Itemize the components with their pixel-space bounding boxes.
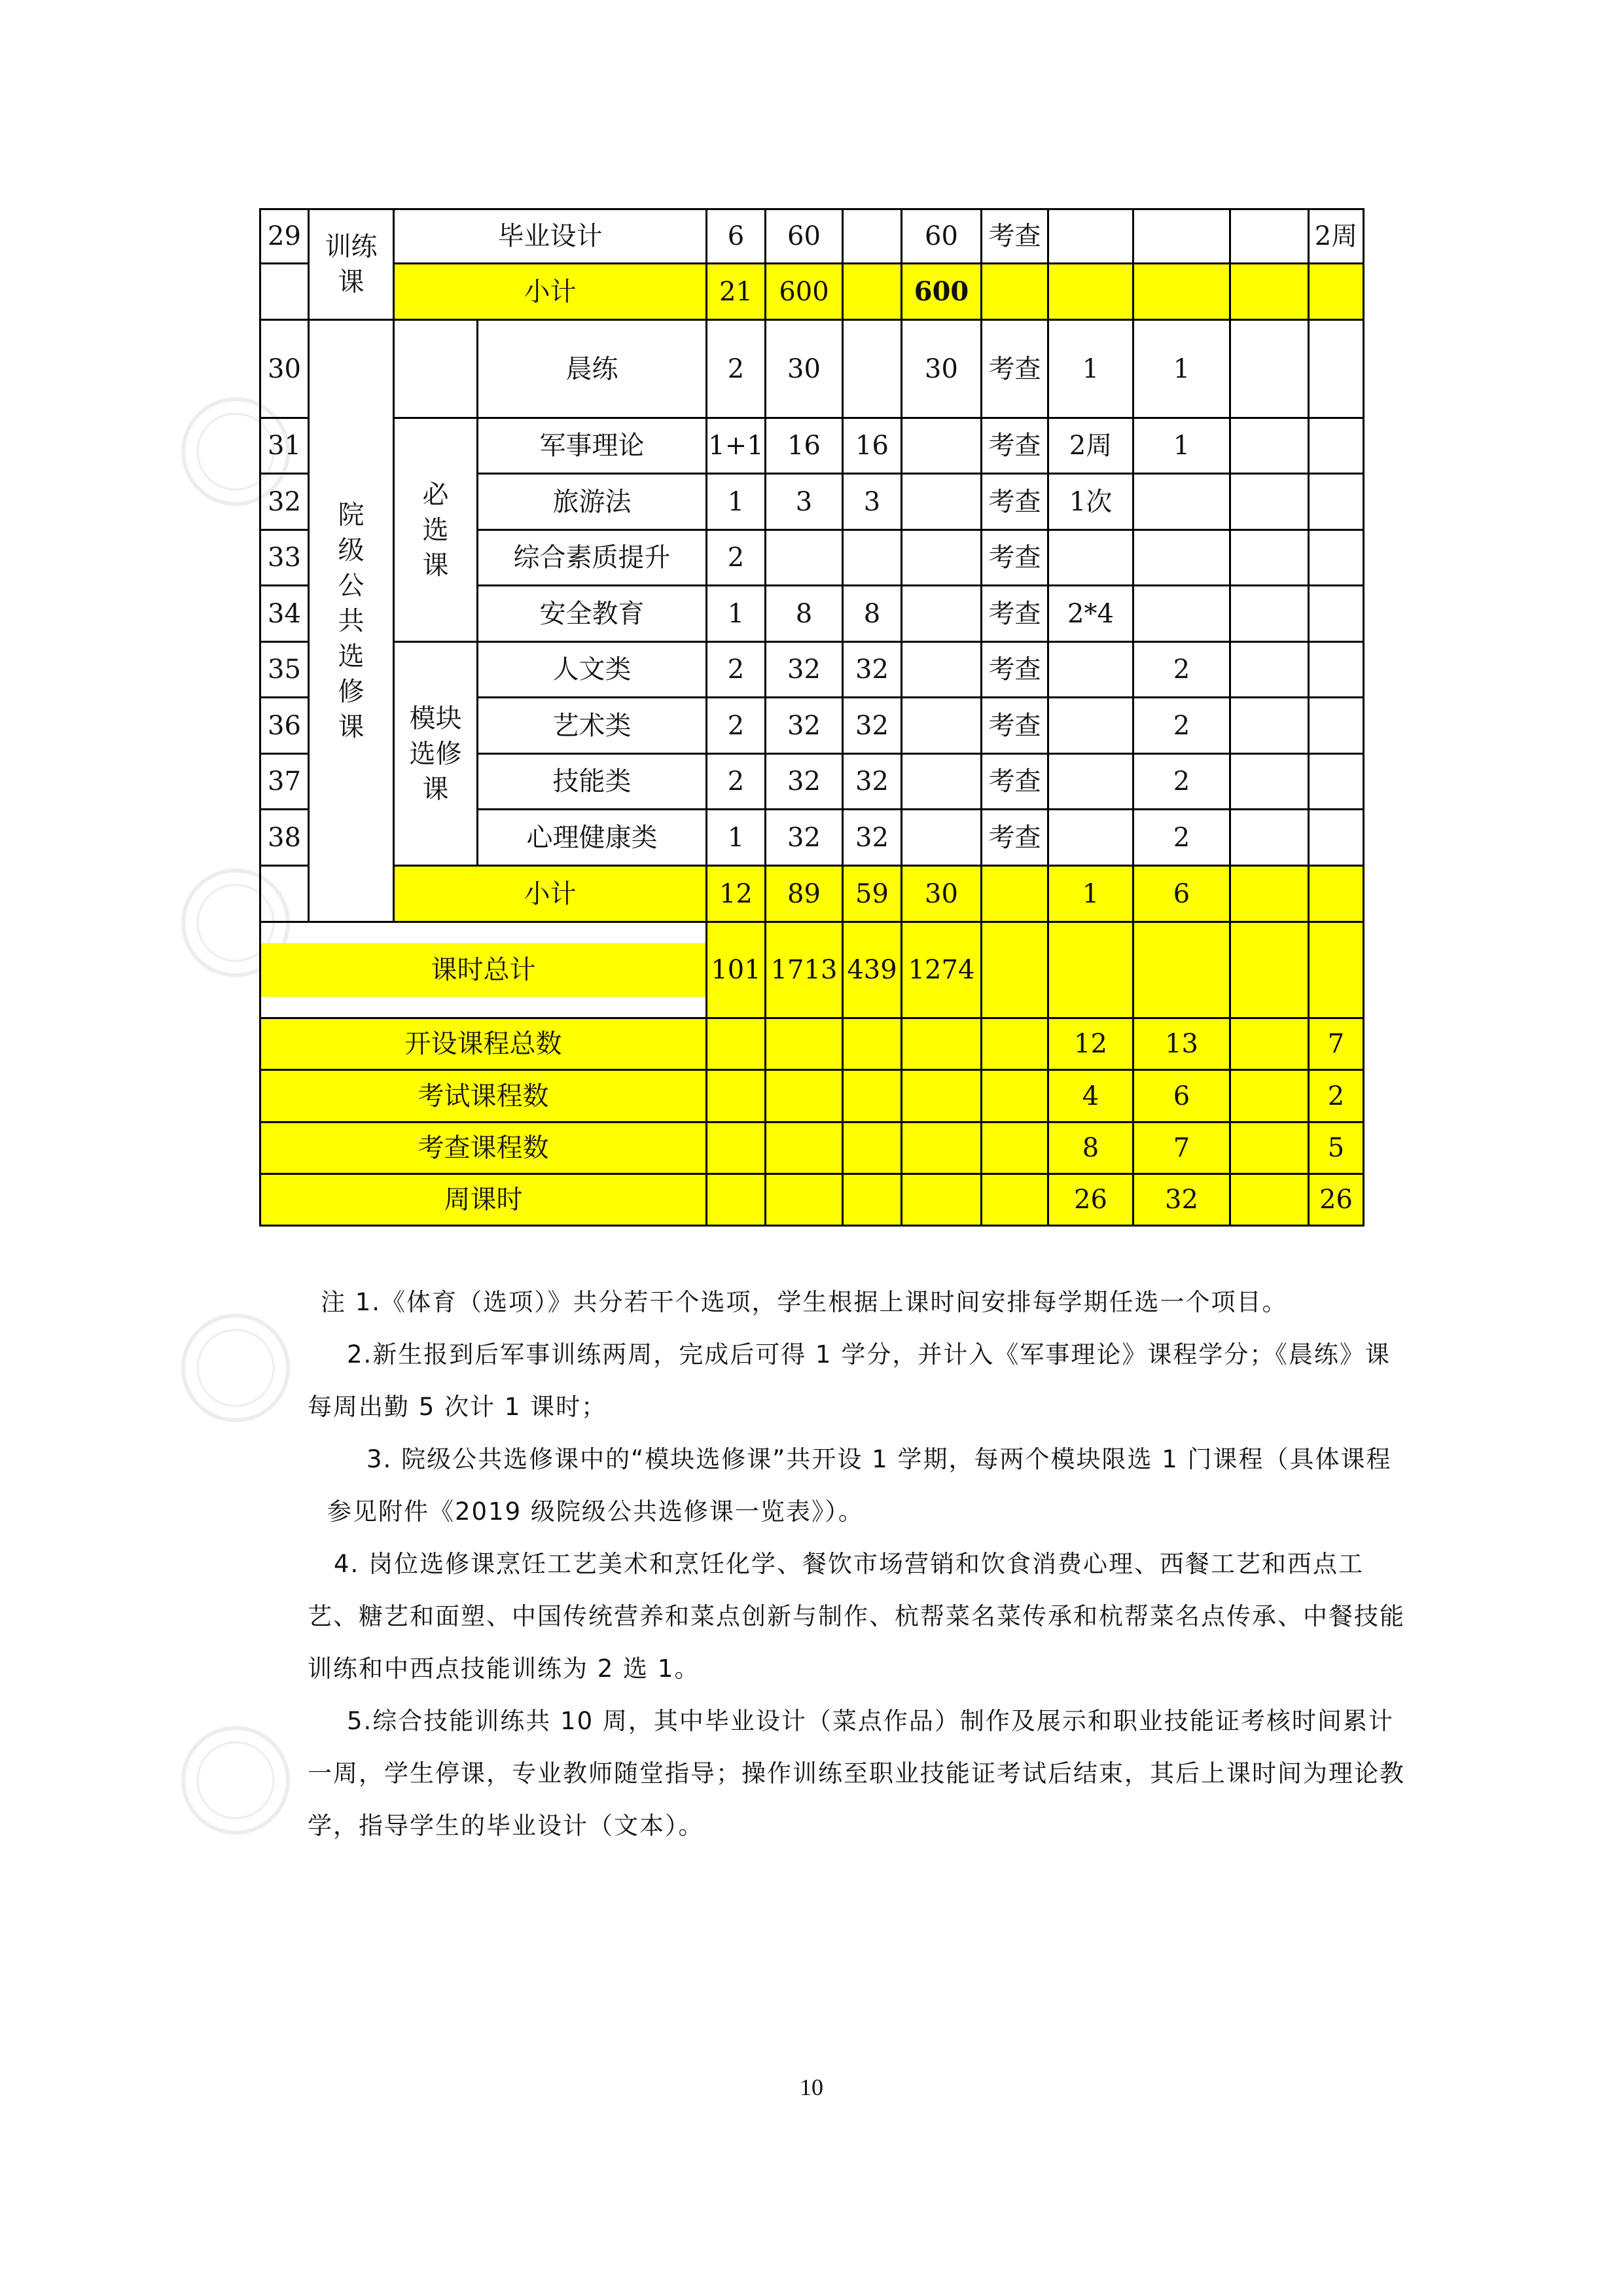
credit-cell: 2 xyxy=(707,642,766,698)
semester-4-cell xyxy=(1309,418,1364,474)
semester-1-cell xyxy=(1048,264,1133,320)
hours-cell: 32 xyxy=(766,754,843,810)
row-number: 38 xyxy=(260,810,309,866)
assess-cell: 考查 xyxy=(982,754,1048,810)
semester-1-cell xyxy=(1048,698,1133,754)
course-name: 心理健康类 xyxy=(478,810,707,866)
credit-cell xyxy=(707,1174,766,1226)
semester-1-cell xyxy=(1048,209,1133,264)
semester-2-cell xyxy=(1133,209,1230,264)
row-number: 30 xyxy=(260,320,309,418)
note-1: 注 1.《体育（选项）》共分若干个选项，学生根据上课时间安排每学期任选一个项目。 xyxy=(321,1288,1288,1316)
row-number: 29 xyxy=(260,209,309,264)
course-name: 综合素质提升 xyxy=(478,530,707,586)
row-number xyxy=(260,866,309,922)
summary-row xyxy=(260,1018,1364,1070)
note-4: 4. 岗位选修课烹饪工艺美术和烹饪化学、餐饮市场营销和饮食消费心理、西餐工艺和西点工艺、糖艺和面塑、中国传统营养和菜点创新与制作、杭帮菜名菜传承和杭帮菜名点传承、中餐技能训练和中西点技能训练为 2 选 1。 xyxy=(308,1550,1405,1683)
semester-3-cell xyxy=(1230,320,1309,418)
semester-3-cell xyxy=(1230,474,1309,530)
theory-cell xyxy=(843,320,902,418)
practice-cell xyxy=(902,530,982,586)
assess-cell xyxy=(982,1122,1048,1174)
category-cell xyxy=(309,320,394,922)
semester-2-cell xyxy=(1133,922,1230,1018)
row-number: 31 xyxy=(260,418,309,474)
category-label: 院级公共选修课 xyxy=(338,499,365,742)
practice-cell xyxy=(902,1018,982,1070)
credit-cell: 1 xyxy=(707,810,766,866)
total-row xyxy=(260,922,1364,1018)
course-name: 晨练 xyxy=(478,320,707,418)
hours-cell: 3 xyxy=(766,474,843,530)
semester-4-cell xyxy=(1309,264,1364,320)
subtotal-row xyxy=(260,264,1364,320)
practice-cell xyxy=(902,754,982,810)
practice-cell xyxy=(902,1174,982,1226)
theory-cell: 32 xyxy=(843,810,902,866)
course-name: 人文类 xyxy=(478,642,707,698)
theory-cell: 16 xyxy=(843,418,902,474)
semester-1-cell xyxy=(1048,530,1133,586)
semester-3-cell xyxy=(1230,418,1309,474)
summary-label: 考查课程数 xyxy=(260,1122,707,1174)
semester-3-cell xyxy=(1230,1070,1309,1122)
hours-cell xyxy=(766,1070,843,1122)
page-number: 10 xyxy=(800,2074,823,2100)
semester-4-cell xyxy=(1309,474,1364,530)
assess-cell xyxy=(982,1018,1048,1070)
table-row xyxy=(260,209,1364,264)
category-label: 训练课 xyxy=(325,232,378,297)
semester-1-cell xyxy=(1048,810,1133,866)
semester-1-cell xyxy=(1048,642,1133,698)
course-name: 旅游法 xyxy=(478,474,707,530)
category-cell xyxy=(309,209,394,320)
theory-cell: 8 xyxy=(843,586,902,642)
credit-cell: 2 xyxy=(707,530,766,586)
semester-1-cell xyxy=(1048,922,1133,1018)
semester-1-cell: 12 xyxy=(1048,1018,1133,1070)
credit-cell: 2 xyxy=(707,698,766,754)
semester-4-cell xyxy=(1309,754,1364,810)
assess-cell xyxy=(982,1070,1048,1122)
semester-4-cell: 5 xyxy=(1309,1122,1364,1174)
credit-cell: 2 xyxy=(707,320,766,418)
semester-4-cell xyxy=(1309,866,1364,922)
hours-cell: 600 xyxy=(766,264,843,320)
note-5: 5.综合技能训练共 10 周，其中毕业设计（菜点作品）制作及展示和职业技能证考核时间累计一周，学生停课，专业教师随堂指导；操作训练至职业技能证考试后结束，其后上课时间为理论教学，指导学生的毕业设计（文本）。 xyxy=(308,1707,1405,1840)
row-number: 33 xyxy=(260,530,309,586)
semester-2-cell: 1 xyxy=(1133,418,1230,474)
row-number xyxy=(260,264,309,320)
semester-3-cell xyxy=(1230,810,1309,866)
hours-cell xyxy=(766,530,843,586)
credit-cell xyxy=(707,1070,766,1122)
theory-cell: 32 xyxy=(843,754,902,810)
credit-cell: 21 xyxy=(707,264,766,320)
semester-2-cell: 1 xyxy=(1133,320,1230,418)
semester-2-cell: 7 xyxy=(1133,1122,1230,1174)
college-seal-watermark xyxy=(177,1721,294,1839)
semester-4-cell xyxy=(1309,530,1364,586)
semester-3-cell xyxy=(1230,530,1309,586)
row-number: 35 xyxy=(260,642,309,698)
semester-3-cell xyxy=(1230,922,1309,1018)
row-number: 34 xyxy=(260,586,309,642)
semester-3-cell xyxy=(1230,698,1309,754)
semester-3-cell xyxy=(1230,1122,1309,1174)
credit-cell: 6 xyxy=(707,209,766,264)
assess-cell: 考查 xyxy=(982,418,1048,474)
semester-3-cell xyxy=(1230,209,1309,264)
credit-cell: 12 xyxy=(707,866,766,922)
practice-cell xyxy=(902,1122,982,1174)
semester-1-cell xyxy=(1048,754,1133,810)
semester-2-cell xyxy=(1133,264,1230,320)
assess-cell xyxy=(982,866,1048,922)
table-row xyxy=(260,642,1364,698)
semester-3-cell xyxy=(1230,1174,1309,1226)
semester-1-cell: 2*4 xyxy=(1048,586,1133,642)
practice-cell: 60 xyxy=(902,209,982,264)
hours-cell: 32 xyxy=(766,642,843,698)
summary-row xyxy=(260,1122,1364,1174)
hours-cell: 30 xyxy=(766,320,843,418)
credit-cell: 1 xyxy=(707,474,766,530)
group-cell xyxy=(394,320,478,418)
hours-cell: 16 xyxy=(766,418,843,474)
course-name: 安全教育 xyxy=(478,586,707,642)
semester-2-cell: 2 xyxy=(1133,754,1230,810)
semester-1-cell: 26 xyxy=(1048,1174,1133,1226)
course-name: 军事理论 xyxy=(478,418,707,474)
semester-2-cell: 6 xyxy=(1133,866,1230,922)
curriculum-table xyxy=(259,208,1364,1227)
row-number: 36 xyxy=(260,698,309,754)
practice-cell xyxy=(902,698,982,754)
theory-cell: 3 xyxy=(843,474,902,530)
note-3: 3. 院级公共选修课中的“模块选修课”共开设 1 学期，每两个模块限选 1 门课程（具体课程参见附件《2019 级院级公共选修课一览表》）。 xyxy=(327,1445,1392,1526)
hours-cell xyxy=(766,1122,843,1174)
summary-label: 周课时 xyxy=(260,1174,707,1226)
theory-cell xyxy=(843,1174,902,1226)
practice-cell xyxy=(902,586,982,642)
row-number: 37 xyxy=(260,754,309,810)
assess-cell: 考查 xyxy=(982,642,1048,698)
semester-4-cell: 2周 xyxy=(1309,209,1364,264)
hours-cell: 8 xyxy=(766,586,843,642)
assess-cell: 考查 xyxy=(982,320,1048,418)
assess-cell: 考查 xyxy=(982,209,1048,264)
semester-2-cell xyxy=(1133,586,1230,642)
credit-cell xyxy=(707,1122,766,1174)
semester-1-cell: 1 xyxy=(1048,320,1133,418)
semester-4-cell xyxy=(1309,698,1364,754)
semester-2-cell: 2 xyxy=(1133,642,1230,698)
summary-label: 考试课程数 xyxy=(260,1070,707,1122)
assess-cell: 考查 xyxy=(982,698,1048,754)
subtotal-label: 小计 xyxy=(394,866,707,922)
practice-cell: 30 xyxy=(902,866,982,922)
semester-1-cell: 2周 xyxy=(1048,418,1133,474)
summary-label: 开设课程总数 xyxy=(260,1018,707,1070)
practice-cell xyxy=(902,1070,982,1122)
theory-cell xyxy=(843,264,902,320)
assess-cell xyxy=(982,264,1048,320)
theory-cell xyxy=(843,1122,902,1174)
semester-3-cell xyxy=(1230,586,1309,642)
semester-4-cell: 26 xyxy=(1309,1174,1364,1226)
assess-cell xyxy=(982,922,1048,1018)
semester-4-cell xyxy=(1309,320,1364,418)
theory-cell xyxy=(843,1070,902,1122)
credit-cell: 1+1 xyxy=(707,418,766,474)
assess-cell: 考查 xyxy=(982,530,1048,586)
assess-cell: 考查 xyxy=(982,810,1048,866)
semester-2-cell: 13 xyxy=(1133,1018,1230,1070)
semester-4-cell xyxy=(1309,586,1364,642)
table-row xyxy=(260,320,1364,418)
semester-4-cell xyxy=(1309,810,1364,866)
semester-4-cell xyxy=(1309,642,1364,698)
summary-row xyxy=(260,1070,1364,1122)
practice-cell: 1274 xyxy=(902,922,982,1018)
theory-cell xyxy=(843,1018,902,1070)
total-label-cell xyxy=(260,922,707,1018)
table-row xyxy=(260,418,1364,474)
semester-2-cell xyxy=(1133,474,1230,530)
practice-cell xyxy=(902,642,982,698)
semester-2-cell: 2 xyxy=(1133,810,1230,866)
hours-cell: 32 xyxy=(766,810,843,866)
semester-2-cell xyxy=(1133,530,1230,586)
practice-cell xyxy=(902,418,982,474)
practice-cell xyxy=(902,474,982,530)
semester-1-cell: 1次 xyxy=(1048,474,1133,530)
hours-cell: 89 xyxy=(766,866,843,922)
semester-3-cell xyxy=(1230,866,1309,922)
course-name: 技能类 xyxy=(478,754,707,810)
hours-cell xyxy=(766,1018,843,1070)
practice-cell: 30 xyxy=(902,320,982,418)
theory-cell: 32 xyxy=(843,698,902,754)
subtotal-label: 小计 xyxy=(394,264,707,320)
semester-2-cell: 2 xyxy=(1133,698,1230,754)
credit-cell: 101 xyxy=(707,922,766,1018)
theory-cell xyxy=(843,209,902,264)
assess-cell: 考查 xyxy=(982,586,1048,642)
theory-cell: 59 xyxy=(843,866,902,922)
hours-cell xyxy=(766,1174,843,1226)
college-seal-watermark xyxy=(177,1309,294,1427)
semester-1-cell: 1 xyxy=(1048,866,1133,922)
assess-cell: 考查 xyxy=(982,474,1048,530)
semester-4-cell: 2 xyxy=(1309,1070,1364,1122)
practice-cell xyxy=(902,810,982,866)
course-name: 艺术类 xyxy=(478,698,707,754)
total-label: 课时总计 xyxy=(261,943,705,997)
semester-2-cell: 6 xyxy=(1133,1070,1230,1122)
hours-cell: 32 xyxy=(766,698,843,754)
summary-row xyxy=(260,1174,1364,1226)
row-number: 32 xyxy=(260,474,309,530)
semester-1-cell: 8 xyxy=(1048,1122,1133,1174)
theory-cell: 32 xyxy=(843,642,902,698)
practice-cell: 600 xyxy=(902,264,982,320)
note-2: 2.新生报到后军事训练两周，完成后可得 1 学分，并计入《军事理论》课程学分；《晨练》课每周出勤 5 次计 1 课时； xyxy=(308,1340,1391,1421)
semester-3-cell xyxy=(1230,754,1309,810)
semester-2-cell: 32 xyxy=(1133,1174,1230,1226)
notes-section xyxy=(308,1276,1414,1852)
theory-cell: 439 xyxy=(843,922,902,1018)
theory-cell xyxy=(843,530,902,586)
group-label: 模块选修课 xyxy=(409,703,462,804)
assess-cell xyxy=(982,1174,1048,1226)
semester-4-cell xyxy=(1309,922,1364,1018)
credit-cell: 1 xyxy=(707,586,766,642)
semester-4-cell: 7 xyxy=(1309,1018,1364,1070)
semester-1-cell: 4 xyxy=(1048,1070,1133,1122)
semester-3-cell xyxy=(1230,1018,1309,1070)
semester-3-cell xyxy=(1230,264,1309,320)
hours-cell: 60 xyxy=(766,209,843,264)
credit-cell xyxy=(707,1018,766,1070)
semester-3-cell xyxy=(1230,642,1309,698)
group-label: 必选课 xyxy=(422,479,449,581)
course-name: 毕业设计 xyxy=(394,209,707,264)
hours-cell: 1713 xyxy=(766,922,843,1018)
group-cell xyxy=(394,418,478,642)
group-cell xyxy=(394,642,478,866)
subtotal-row xyxy=(260,866,1364,922)
credit-cell: 2 xyxy=(707,754,766,810)
